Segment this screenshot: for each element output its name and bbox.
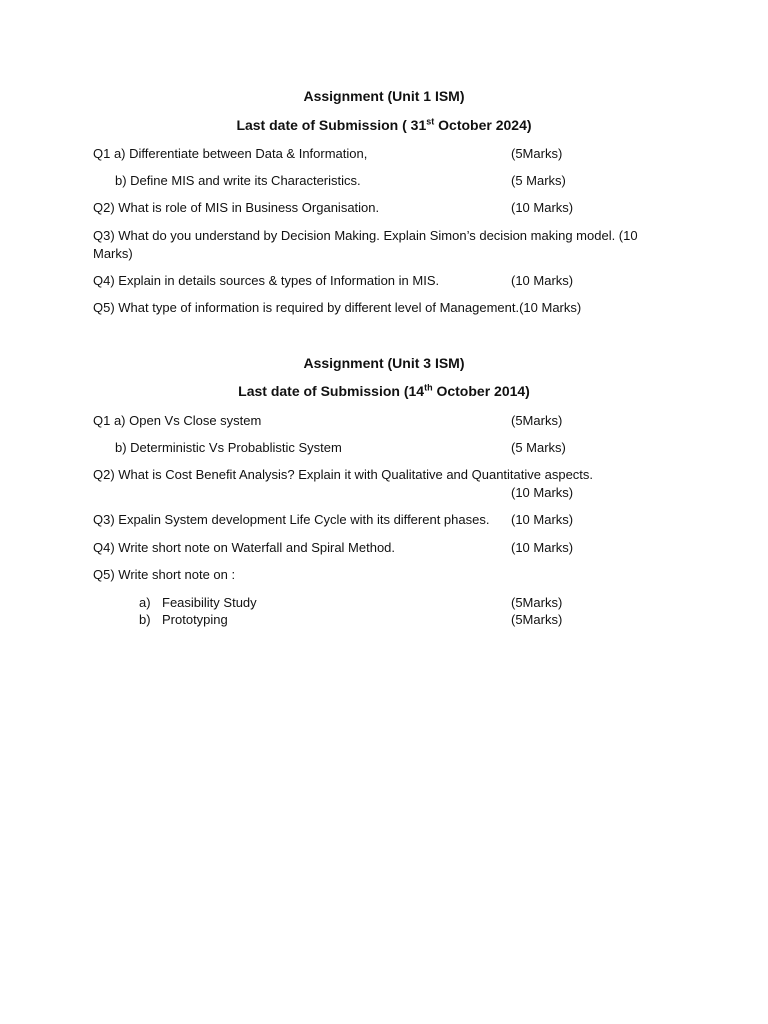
unit1-deadline-prefix: Last date of Submission ( 31 xyxy=(236,117,427,133)
unit3-title: Assignment (Unit 3 ISM) xyxy=(303,355,465,371)
unit3-deadline-sup: th xyxy=(424,382,433,393)
unit1-deadline xyxy=(0,117,768,133)
unit3-q5b-marks: (5Marks) xyxy=(511,612,563,627)
unit3-q5b-text: Prototyping xyxy=(162,612,228,627)
unit3-q4: Q4) Write short note on Waterfall and Spiral Method. xyxy=(93,540,396,555)
unit3-deadline-suffix: October 2014) xyxy=(432,383,530,399)
unit1-q1a-marks: (5Marks) xyxy=(511,146,563,161)
unit3-q5: Q5) Write short note on : xyxy=(93,567,236,582)
unit3-q3: Q3) Expalin System development Life Cycle with its different phases. xyxy=(93,512,490,527)
unit3-q5a-text: Feasibility Study xyxy=(162,595,257,610)
unit1-deadline-sup: st xyxy=(426,116,435,127)
unit1-title: Assignment (Unit 1 ISM) xyxy=(303,88,465,104)
unit3-q3-marks: (10 Marks) xyxy=(511,512,574,527)
unit1-q4: Q4) Explain in details sources & types of Information in MIS. xyxy=(93,273,440,288)
unit1-q1b: b) Define MIS and write its Characteristics. xyxy=(115,173,361,188)
unit3-q5a-marks: (5Marks) xyxy=(511,595,563,610)
unit1-q5: Q5) What type of information is required by different level of Management.(10 Marks) xyxy=(93,300,582,315)
unit3-q2-marks: (10 Marks) xyxy=(511,485,574,500)
unit1-q2-marks: (10 Marks) xyxy=(511,200,574,215)
unit3-q5b-letter: b) xyxy=(139,612,151,627)
unit3-deadline xyxy=(0,383,768,399)
unit1-q3: Q3) What do you understand by Decision Making. Explain Simon’s decision making model. (10 Marks) xyxy=(93,228,638,261)
unit3-q1a: Q1 a) Open Vs Close system xyxy=(93,413,262,428)
unit1-q1a: Q1 a) Differentiate between Data & Information, xyxy=(93,146,368,161)
unit1-deadline-suffix: October 2024) xyxy=(434,117,532,133)
unit3-q5a-letter: a) xyxy=(139,595,151,610)
unit3-q1b-marks: (5 Marks) xyxy=(511,440,566,455)
unit3-q2: Q2) What is Cost Benefit Analysis? Explain it with Qualitative and Quantitative aspects. xyxy=(93,467,594,482)
unit3-q4-marks: (10 Marks) xyxy=(511,540,574,555)
unit1-q4-marks: (10 Marks) xyxy=(511,273,574,288)
unit3-q1a-marks: (5Marks) xyxy=(511,413,563,428)
unit3-deadline-prefix: Last date of Submission (14 xyxy=(238,383,425,399)
unit1-q2: Q2) What is role of MIS in Business Organisation. xyxy=(93,200,380,215)
unit1-q1b-marks: (5 Marks) xyxy=(511,173,566,188)
unit3-q1b: b) Deterministic Vs Probablistic System xyxy=(115,440,342,455)
